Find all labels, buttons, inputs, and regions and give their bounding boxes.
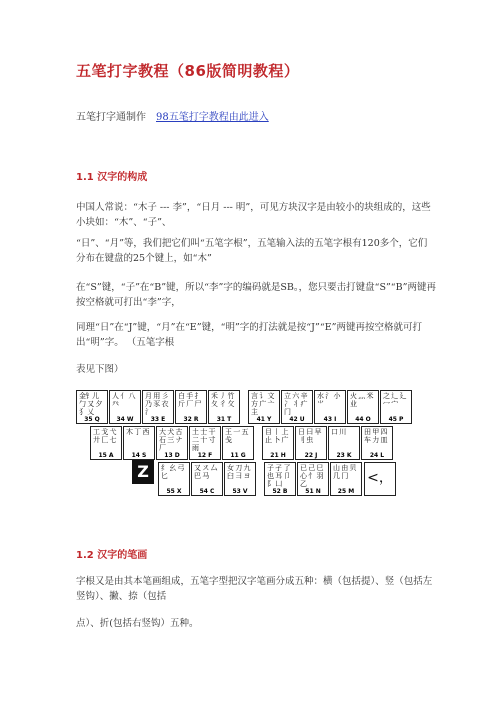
paragraph-2: “日”、“月”等，我们把它们叫“五笔字根”，五笔输入法的五笔字根有120多个，它们分布在键盘的25个键上，如“木” [76,238,428,264]
paragraph-1: 中国人常说：“木子 --- 李”，“日月 --- 明”，可见方块汉字是由较小的块组成的，这些小块如：“木”、“子”、 [76,202,431,228]
paragraph-3: 在“S”键，“子”在“B”键，所以“李”字的编码就是SB。，您只要击打键盘“S”“B”两键再按空格就可打出“李”字， [76,282,436,308]
key-x: 纟 幺 弓 匕 55 X [158,462,190,496]
key-u: 立 六 辛 冫 丬 疒 门 42 U [281,390,313,424]
key-n: 已 己 巳 心 忄 羽 乙 51 N [297,462,329,496]
key-v: 女 刀 九 臼 彐 ヨ 53 V [224,462,256,496]
subtitle-text: 五笔打字通制作 [76,112,146,123]
wubi-keyboard-chart [76,390,428,512]
key-z: Z [132,460,154,484]
key-l: 田 甲 四 车 力 皿 24 L [361,426,393,460]
key-comma [364,462,396,496]
key-r: 白 手 扌 斤 厂 尸 32 R [175,390,207,424]
key-t: 禾 丿 竹 夂 彳 攵 31 T [208,390,240,424]
paragraph-6: 字根又是由其本笔画组成，五笔字型把汉字笔画分成五种：横（包括提）、竖（包括左竖钩）、撇、捺（包括 [76,576,433,602]
page-title: 五笔打字教程（86版简明教程） [76,62,300,80]
paragraph-7: 点）、折(包括右竖钩）五种。 [76,618,199,629]
key-h: 目 丨 上 止 卜 广 21 H [262,426,294,460]
key-g: 王 一 五 戋 11 G [222,426,254,460]
key-e: 月 用 彡 乃 豕 衣 氵 33 E [142,390,174,424]
section-heading-2: 1.2 汉字的笔画 [76,550,148,561]
key-c: 又 ス 厶 巴 马 54 C [191,462,223,496]
key-k: 口 川 23 K [328,426,360,460]
key-p: 之 辶 廴 冖 宀 45 P [380,390,412,424]
paragraph-4: 同理“日”在“J”键，“月”在“E”键，“明”字的打法就是按“J”“E”两键再按空格就可打出“明”字。 （五笔字根 [76,322,422,348]
tutorial-98-link[interactable]: 98五笔打字教程由此进入 [156,112,269,123]
key-s: 木 丁 西 14 S [123,426,155,460]
key-m: 山 由 贝 几 冂 25 M [330,462,362,496]
section-heading-1: 1.1 汉字的构成 [76,172,148,183]
comma-key-label: <， [367,470,393,486]
key-o: 火 灬 米 业 44 O [347,390,379,424]
key-d: 大 犬 古 石 三 ナ 厂 13 D [156,426,188,460]
key-y: 言 讠 文 方 广 亠 主 41 Y [248,390,280,424]
key-b: 子 孑 了 也 耳 卩 阝 凵 52 B [264,462,296,496]
paragraph-5: 表见下图） [76,364,124,375]
key-a: 工 戈 弋 廾 匚 七 15 A [90,426,122,460]
subtitle-line [76,108,269,123]
key-f: 土 士 干 二 十 寸 雨 12 F [189,426,221,460]
key-i: 水 氵 小 ⺌ 43 I [314,390,346,424]
key-j: 日 曰 早 刂 虫 22 J [295,426,327,460]
key-w: 人 亻 八 癶 34 W [109,390,141,424]
key-q: 金钅儿 勹 又 夕 犭 乂 35 Q [76,390,108,424]
